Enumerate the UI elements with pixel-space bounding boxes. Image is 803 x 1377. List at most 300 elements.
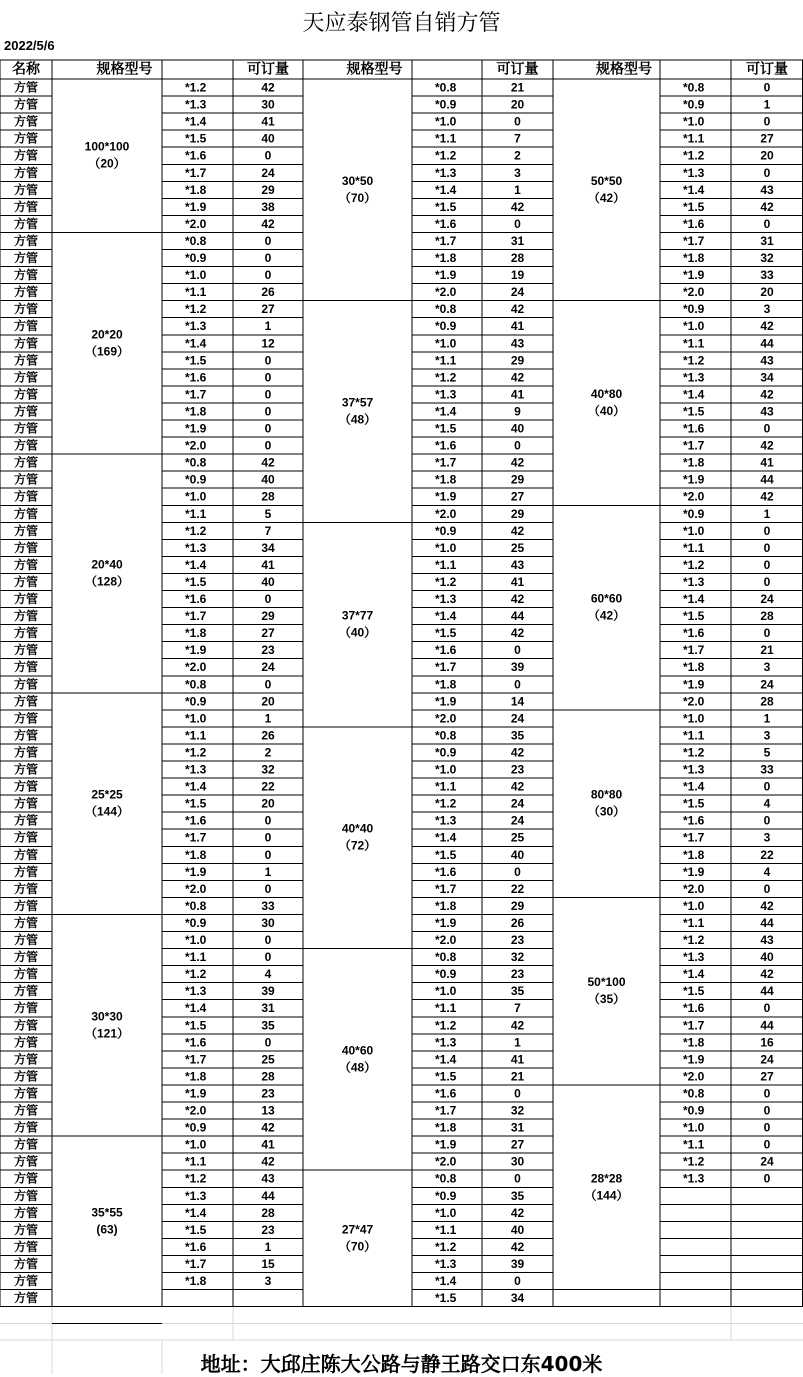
thickness-cell: *1.6: [683, 1001, 705, 1016]
qty-cell: 42: [510, 302, 525, 317]
thickness-cell: *1.7: [435, 881, 457, 896]
thickness-cell: *1.5: [185, 1222, 207, 1237]
qty-cell: 42: [760, 438, 774, 453]
size-group-label: 28*28: [590, 1171, 623, 1186]
qty-cell: 32: [760, 251, 774, 266]
qty-cell: 43: [510, 557, 525, 572]
qty-cell: 25: [510, 830, 525, 845]
row-name-label: 方管: [13, 438, 39, 453]
thickness-cell: *1.3: [435, 813, 457, 828]
thickness-cell: *1.0: [435, 984, 457, 999]
qty-cell: 39: [261, 984, 275, 999]
qty-cell: 0: [264, 404, 272, 419]
qty-cell: 25: [510, 540, 525, 555]
thickness-cell: *1.3: [435, 1035, 457, 1050]
thickness-cell: *1.3: [683, 574, 705, 589]
thickness-cell: *1.5: [185, 574, 207, 589]
qty-cell: 26: [261, 728, 275, 743]
qty-cell: 16: [760, 1035, 774, 1050]
qty-cell: 42: [510, 592, 525, 607]
thickness-cell: *1.8: [435, 898, 457, 913]
qty-cell: 42: [510, 1205, 525, 1220]
thickness-cell: *2.0: [435, 285, 457, 300]
thickness-cell: *0.8: [435, 302, 457, 317]
qty-cell: 23: [510, 762, 525, 777]
qty-cell: 0: [514, 114, 521, 129]
thickness-cell: *1.5: [185, 796, 207, 811]
qty-cell: 42: [261, 1120, 275, 1135]
thickness-cell: *1.6: [185, 1239, 207, 1254]
qty-cell: 0: [763, 1171, 771, 1186]
qty-cell: 42: [261, 1154, 275, 1169]
thickness-cell: *1.5: [185, 353, 207, 368]
qty-cell: 3: [514, 165, 521, 180]
qty-cell: 42: [760, 489, 774, 504]
size-group-label: 40*40: [341, 821, 374, 836]
thickness-cell: *1.9: [683, 472, 705, 487]
thickness-cell: *1.3: [435, 165, 457, 180]
qty-cell: 40: [760, 950, 774, 965]
row-name-label: 方管: [13, 847, 39, 862]
qty-cell: 24: [760, 1052, 774, 1067]
thickness-cell: *0.8: [435, 728, 457, 743]
thickness-cell: *1.1: [435, 1001, 457, 1016]
thickness-cell: *1.9: [185, 1086, 207, 1101]
row-name-label: 方管: [13, 540, 39, 555]
thickness-cell: *1.2: [185, 1171, 207, 1186]
qty-cell: 23: [261, 643, 275, 658]
thickness-cell: *1.7: [185, 830, 207, 845]
qty-cell: 0: [264, 268, 272, 283]
thickness-cell: *1.1: [435, 557, 457, 572]
thickness-cell: *2.0: [435, 506, 457, 521]
thickness-cell: *1.1: [185, 950, 207, 965]
qty-cell: 19: [510, 268, 525, 283]
qty-cell: 27: [510, 489, 525, 504]
qty-cell: 0: [514, 677, 521, 692]
thickness-cell: *1.9: [185, 421, 207, 436]
thickness-cell: *1.8: [683, 251, 705, 266]
thickness-cell: *1.4: [435, 182, 457, 197]
qty-cell: 0: [763, 1001, 771, 1016]
row-name-label: 方管: [13, 268, 39, 283]
thickness-cell: *1.3: [435, 387, 457, 402]
thickness-cell: *1.1: [683, 1137, 705, 1152]
qty-cell: 28: [261, 1205, 275, 1220]
qty-cell: 21: [510, 80, 525, 95]
qty-cell: 40: [261, 574, 275, 589]
row-name-label: 方管: [13, 1120, 39, 1135]
thickness-cell: *1.3: [185, 984, 207, 999]
thickness-cell: *0.8: [435, 1171, 457, 1186]
qty-cell: 1: [264, 711, 272, 726]
row-name-label: 方管: [13, 370, 39, 385]
row-name-label: 方管: [13, 967, 39, 982]
row-name-label: 方管: [13, 1171, 39, 1186]
thickness-cell: *1.7: [683, 1018, 705, 1033]
row-name-label: 方管: [13, 745, 39, 760]
thickness-cell: *1.0: [435, 336, 457, 351]
thickness-cell: *1.4: [683, 967, 705, 982]
qty-cell: 20: [261, 796, 275, 811]
thickness-cell: *1.1: [435, 1222, 457, 1237]
qty-cell: 40: [261, 472, 275, 487]
qty-cell: 43: [760, 353, 774, 368]
qty-cell: 44: [760, 472, 774, 487]
qty-cell: 2: [264, 745, 272, 760]
qty-cell: 27: [760, 1069, 774, 1084]
thickness-cell: *1.7: [185, 165, 207, 180]
qty-cell: 40: [510, 847, 525, 862]
thickness-cell: *1.8: [185, 626, 207, 641]
qty-cell: 9: [514, 404, 521, 419]
thickness-cell: *1.3: [435, 1256, 457, 1271]
row-name-label: 方管: [13, 592, 39, 607]
row-name-label: 方管: [13, 711, 39, 726]
thickness-cell: *0.8: [435, 80, 457, 95]
thickness-cell: *1.3: [185, 319, 207, 334]
row-name-label: 方管: [13, 1052, 39, 1067]
qty-cell: 31: [510, 1120, 525, 1135]
thickness-cell: *1.7: [683, 438, 705, 453]
qty-cell: 24: [760, 677, 774, 692]
qty-cell: 35: [510, 728, 525, 743]
thickness-cell: *1.6: [683, 421, 705, 436]
qty-cell: 27: [261, 626, 275, 641]
thickness-cell: *1.4: [185, 557, 207, 572]
row-name-label: 方管: [13, 336, 39, 351]
qty-cell: 42: [760, 199, 774, 214]
qty-cell: 31: [261, 1001, 275, 1016]
qty-cell: 40: [510, 1222, 525, 1237]
thickness-cell: *1.5: [435, 1291, 457, 1306]
qty-cell: 29: [261, 609, 275, 624]
size-group-label: 80*80: [590, 787, 623, 802]
thickness-cell: *1.3: [683, 1171, 705, 1186]
qty-cell: 0: [514, 438, 521, 453]
thickness-cell: *1.6: [435, 216, 457, 231]
qty-cell: 32: [261, 762, 275, 777]
thickness-cell: *1.6: [435, 438, 457, 453]
qty-cell: 28: [760, 694, 774, 709]
row-name-label: 方管: [13, 148, 39, 163]
thickness-cell: *1.5: [185, 1018, 207, 1033]
row-name-label: 方管: [13, 557, 39, 572]
thickness-cell: *1.7: [683, 830, 705, 845]
thickness-cell: *1.6: [435, 643, 457, 658]
row-name-label: 方管: [13, 1086, 39, 1101]
thickness-cell: *1.6: [435, 1086, 457, 1101]
qty-cell: 29: [510, 506, 525, 521]
qty-cell: 12: [261, 336, 275, 351]
row-name-label: 方管: [13, 830, 39, 845]
qty-cell: 27: [760, 131, 774, 146]
qty-cell: 39: [510, 1256, 525, 1271]
thickness-cell: *1.7: [683, 643, 705, 658]
thickness-cell: *1.3: [683, 370, 705, 385]
qty-cell: 4: [763, 864, 771, 879]
row-name-label: 方管: [13, 353, 39, 368]
qty-cell: 0: [264, 438, 272, 453]
thickness-cell: *1.2: [683, 148, 705, 163]
thickness-cell: *1.4: [683, 592, 705, 607]
size-group-count: （30）: [587, 804, 626, 819]
size-group-count: （144）: [584, 1188, 629, 1203]
size-group-label: 20*40: [91, 557, 123, 572]
qty-cell: 0: [264, 421, 272, 436]
qty-cell: 23: [510, 967, 525, 982]
qty-cell: 44: [261, 1188, 275, 1203]
thickness-cell: *1.6: [185, 813, 207, 828]
thickness-cell: *1.5: [683, 199, 705, 214]
qty-cell: 7: [514, 131, 521, 146]
thickness-cell: *1.5: [435, 421, 457, 436]
qty-cell: 1: [763, 711, 771, 726]
size-group-count: （121）: [84, 1026, 130, 1041]
qty-cell: 3: [763, 660, 771, 675]
qty-cell: 0: [514, 216, 521, 231]
thickness-cell: *1.0: [185, 489, 207, 504]
qty-cell: 43: [760, 404, 774, 419]
qty-cell: 33: [261, 898, 275, 913]
qty-cell: 42: [760, 387, 774, 402]
row-name-label: 方管: [13, 915, 39, 930]
qty-cell: 24: [760, 592, 774, 607]
thickness-cell: *1.6: [185, 370, 207, 385]
thickness-cell: *1.8: [683, 1035, 705, 1050]
row-name-label: 方管: [13, 199, 39, 214]
qty-cell: 5: [264, 506, 272, 521]
qty-cell: 39: [510, 660, 525, 675]
thickness-cell: *1.1: [683, 336, 705, 351]
qty-cell: 0: [514, 1274, 521, 1289]
qty-cell: 1: [264, 1239, 272, 1254]
thickness-cell: *1.3: [683, 165, 705, 180]
qty-cell: 0: [264, 387, 272, 402]
thickness-cell: *1.2: [683, 933, 705, 948]
qty-cell: 1: [763, 97, 771, 112]
thickness-cell: *1.7: [435, 1103, 457, 1118]
thickness-cell: *0.9: [435, 745, 457, 760]
thickness-cell: *1.4: [185, 336, 207, 351]
thickness-cell: *1.9: [185, 199, 207, 214]
thickness-cell: *1.9: [683, 1052, 705, 1067]
size-group-label: 27*47: [341, 1222, 374, 1237]
row-name-label: 方管: [13, 182, 39, 197]
thickness-cell: *2.0: [435, 933, 457, 948]
qty-cell: 0: [763, 813, 771, 828]
thickness-cell: *1.2: [683, 557, 705, 572]
qty-cell: 0: [763, 114, 771, 129]
row-name-label: 方管: [13, 574, 39, 589]
thickness-cell: *0.9: [435, 967, 457, 982]
thickness-cell: *1.6: [185, 148, 207, 163]
address-footer: 地址：大邱庄陈大公路与静王路交口东400米: [200, 1352, 603, 1376]
qty-cell: 42: [760, 898, 774, 913]
thickness-cell: *1.9: [435, 694, 457, 709]
thickness-cell: *1.0: [683, 319, 705, 334]
qty-cell: 29: [510, 898, 525, 913]
thickness-cell: *1.5: [683, 796, 705, 811]
qty-cell: 0: [763, 557, 771, 572]
row-name-label: 方管: [13, 1001, 39, 1016]
qty-cell: 20: [760, 285, 774, 300]
qty-cell: 1: [514, 1035, 521, 1050]
qty-cell: 0: [763, 80, 771, 95]
thickness-cell: *0.9: [185, 694, 207, 709]
qty-cell: 24: [261, 165, 275, 180]
qty-cell: 38: [261, 199, 275, 214]
thickness-cell: *1.4: [435, 609, 457, 624]
row-name-label: 方管: [13, 643, 39, 658]
row-name-label: 方管: [13, 1188, 39, 1203]
qty-cell: 30: [261, 915, 275, 930]
thickness-cell: *1.0: [683, 898, 705, 913]
thickness-cell: *1.2: [435, 370, 457, 385]
thickness-cell: *1.5: [435, 847, 457, 862]
thickness-cell: *1.8: [185, 182, 207, 197]
thickness-cell: *1.4: [683, 182, 705, 197]
row-name-label: 方管: [13, 1291, 39, 1306]
thickness-cell: *1.4: [435, 830, 457, 845]
thickness-cell: *1.9: [435, 1137, 457, 1152]
row-name-label: 方管: [13, 1035, 39, 1050]
thickness-cell: *1.6: [185, 1035, 207, 1050]
thickness-cell: *1.2: [435, 1018, 457, 1033]
row-name-label: 方管: [13, 813, 39, 828]
row-name-label: 方管: [13, 864, 39, 879]
thickness-cell: *1.5: [683, 609, 705, 624]
row-name-label: 方管: [13, 1222, 39, 1237]
thickness-cell: *1.1: [185, 728, 207, 743]
row-name-label: 方管: [13, 421, 39, 436]
qty-cell: 35: [261, 1018, 275, 1033]
qty-cell: 28: [261, 1069, 275, 1084]
row-name-label: 方管: [13, 609, 39, 624]
qty-cell: 42: [760, 319, 774, 334]
thickness-cell: *1.4: [185, 779, 207, 794]
qty-cell: 32: [510, 1103, 525, 1118]
thickness-cell: *1.8: [185, 1274, 207, 1289]
qty-cell: 3: [763, 302, 771, 317]
qty-cell: 29: [510, 353, 525, 368]
qty-cell: 28: [261, 489, 275, 504]
qty-cell: 42: [760, 967, 774, 982]
thickness-cell: *1.3: [185, 1188, 207, 1203]
qty-cell: 42: [261, 455, 275, 470]
thickness-cell: *1.4: [683, 387, 705, 402]
thickness-cell: *1.0: [435, 114, 457, 129]
thickness-cell: *0.9: [435, 319, 457, 334]
row-name-label: 方管: [13, 506, 39, 521]
header-name: 名称: [12, 61, 40, 78]
row-name-label: 方管: [13, 114, 39, 129]
size-group-label: 37*77: [341, 608, 374, 623]
size-group-count: （128）: [84, 574, 130, 589]
qty-cell: 42: [510, 455, 525, 470]
qty-cell: 34: [261, 540, 275, 555]
size-group-label: 20*20: [91, 327, 123, 342]
thickness-cell: *1.1: [185, 285, 207, 300]
qty-cell: 20: [760, 148, 774, 163]
thickness-cell: *0.8: [185, 455, 207, 470]
thickness-cell: *1.0: [185, 711, 207, 726]
header-spec: 规格型号: [596, 61, 652, 78]
thickness-cell: *1.1: [185, 506, 207, 521]
thickness-cell: *0.8: [185, 233, 207, 248]
row-name-label: 方管: [13, 233, 39, 248]
qty-cell: 42: [510, 1239, 525, 1254]
thickness-cell: *1.2: [435, 796, 457, 811]
row-name-label: 方管: [13, 1205, 39, 1220]
qty-cell: 35: [510, 984, 525, 999]
qty-cell: 0: [514, 643, 521, 658]
thickness-cell: *1.0: [683, 523, 705, 538]
qty-cell: 42: [510, 199, 525, 214]
thickness-cell: *1.5: [435, 626, 457, 641]
qty-cell: 0: [264, 370, 272, 385]
thickness-cell: *1.2: [185, 523, 207, 538]
thickness-cell: *0.9: [435, 1188, 457, 1203]
qty-cell: 21: [510, 1069, 525, 1084]
thickness-cell: *1.8: [435, 677, 457, 692]
qty-cell: 0: [264, 353, 272, 368]
qty-cell: 26: [510, 915, 525, 930]
qty-cell: 24: [510, 285, 525, 300]
thickness-cell: *1.0: [683, 1120, 705, 1135]
thickness-cell: *0.8: [683, 80, 705, 95]
qty-cell: 42: [510, 523, 525, 538]
thickness-cell: *1.9: [185, 643, 207, 658]
row-name-label: 方管: [13, 1274, 39, 1289]
size-group-label: 30*30: [91, 1009, 123, 1024]
thickness-cell: *1.3: [683, 762, 705, 777]
qty-cell: 24: [510, 813, 525, 828]
thickness-cell: *1.3: [185, 762, 207, 777]
thickness-cell: *1.5: [185, 131, 207, 146]
thickness-cell: *1.8: [435, 1120, 457, 1135]
size-group-label: 35*55: [91, 1205, 123, 1220]
thickness-cell: *1.7: [435, 660, 457, 675]
qty-cell: 41: [510, 1052, 525, 1067]
row-name-label: 方管: [13, 472, 39, 487]
qty-cell: 0: [264, 1035, 272, 1050]
thickness-cell: *1.1: [435, 353, 457, 368]
qty-cell: 29: [261, 182, 275, 197]
thickness-cell: *1.6: [683, 626, 705, 641]
size-group-count: （20）: [88, 156, 126, 171]
qty-cell: 3: [763, 830, 771, 845]
thickness-cell: *1.4: [435, 1052, 457, 1067]
thickness-cell: *0.9: [185, 251, 207, 266]
qty-cell: 42: [510, 745, 525, 760]
qty-cell: 22: [261, 779, 275, 794]
row-name-label: 方管: [13, 933, 39, 948]
row-name-label: 方管: [13, 694, 39, 709]
qty-cell: 1: [514, 182, 521, 197]
qty-cell: 0: [763, 216, 771, 231]
header-qty: 可订量: [496, 61, 539, 78]
size-group-count: (63): [96, 1222, 118, 1237]
qty-cell: 5: [763, 745, 771, 760]
qty-cell: 44: [760, 915, 774, 930]
qty-cell: 21: [760, 643, 774, 658]
qty-cell: 0: [264, 830, 272, 845]
size-group-count: （40）: [587, 403, 626, 418]
thickness-cell: *2.0: [185, 438, 207, 453]
thickness-cell: *1.3: [185, 97, 207, 112]
size-group-label: 37*57: [341, 395, 374, 410]
